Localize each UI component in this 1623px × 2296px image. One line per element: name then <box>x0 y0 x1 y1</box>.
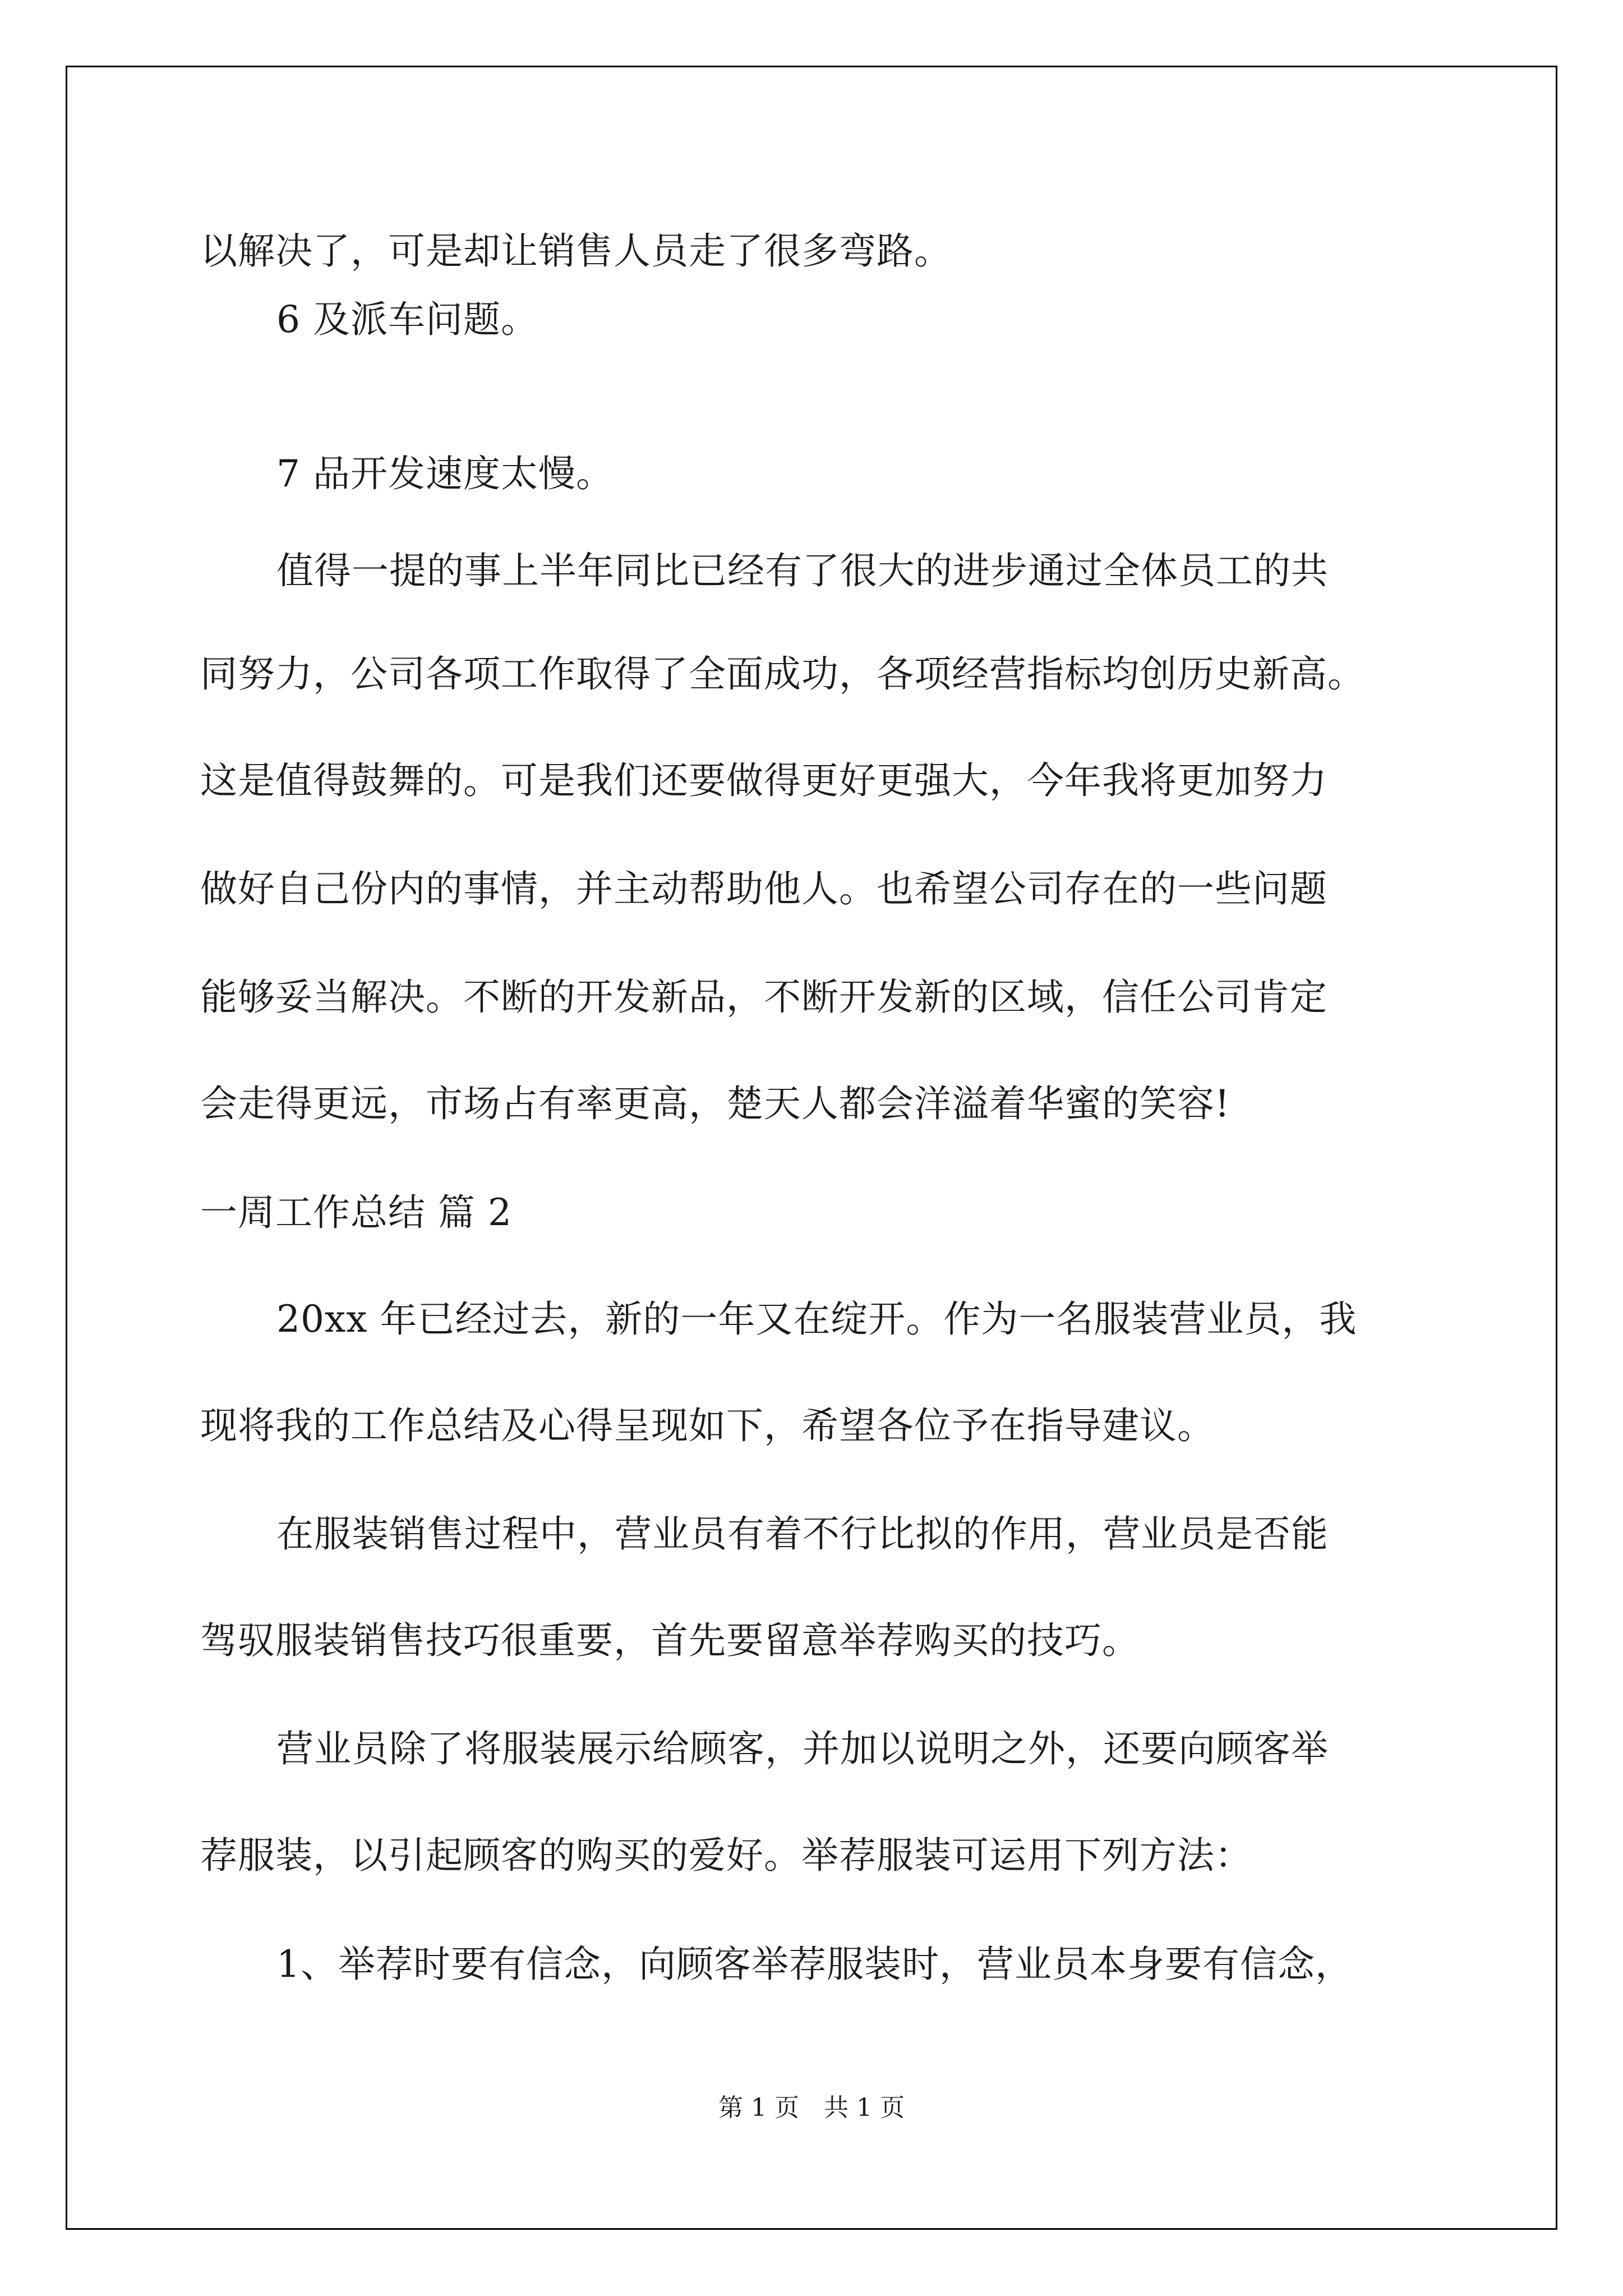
paragraph-line: 营业员除了将服装展示给顾客，并加以说明之外，还要向顾客举 <box>276 1727 1329 1770</box>
page-number-footer: 第 1 页 共 1 页 <box>718 2093 905 2122</box>
section-heading: 一周工作总结 篇 2 <box>200 1191 512 1234</box>
list-item-line: 6 及派车问题。 <box>276 298 538 341</box>
paragraph-line: 现将我的工作总结及心得呈现如下，希望各位予在指导建议。 <box>200 1404 1215 1447</box>
paragraph-line: 值得一提的事上半年同比已经有了很大的进步通过全体员工的共 <box>276 549 1329 592</box>
paragraph-line: 同努力，公司各项工作取得了全面成功，各项经营指标均创历史新高。 <box>200 652 1365 696</box>
page-border <box>66 66 1557 2230</box>
list-item-line: 7 品开发速度太慢。 <box>276 452 614 495</box>
paragraph-line: 1、举荐时要有信念，向顾客举荐服装时，营业员本身要有信念， <box>276 1943 1353 1986</box>
paragraph-line: 荐服装，以引起顾客的购买的爱好。举荐服装可运用下列方法： <box>200 1834 1252 1877</box>
paragraph-line: 这是值得鼓舞的。可是我们还要做得更好更强大，今年我将更加努力 <box>200 759 1327 802</box>
paragraph-line: 会走得更远，市场占有率更高，楚天人都会洋溢着华蜜的笑容! <box>200 1082 1230 1125</box>
paragraph-line: 做好自己份内的事情，并主动帮助他人。也希望公司存在的一些问题 <box>200 867 1327 910</box>
paragraph-line: 在服装销售过程中，营业员有着不行比拟的作用，营业员是否能 <box>276 1512 1329 1556</box>
paragraph-line: 能够妥当解决。不断的开发新品，不断开发新的区域，信任公司肯定 <box>200 976 1327 1019</box>
paragraph-line: 20xx 年已经过去，新的一年又在绽开。作为一名服装营业员，我 <box>276 1297 1357 1341</box>
paragraph-line: 以解决了，可是却让销售人员走了很多弯路。 <box>200 229 952 273</box>
paragraph-line: 驾驭服装销售技巧很重要，首先要留意举荐购买的技巧。 <box>200 1619 1140 1662</box>
